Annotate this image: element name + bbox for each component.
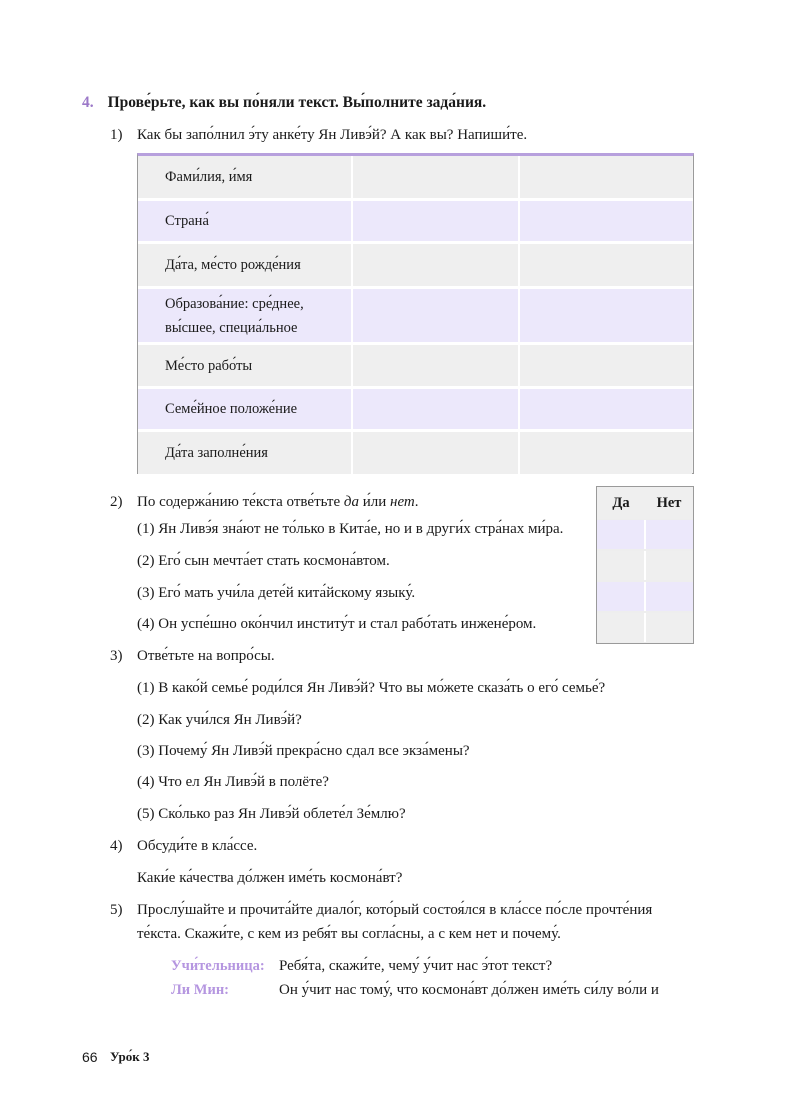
answer-row	[597, 520, 693, 549]
form-answer-cell[interactable]	[518, 345, 692, 386]
task2-intro	[137, 494, 418, 511]
form-answer-cell[interactable]	[518, 244, 692, 286]
form-label: Фами́лия, и́мя	[138, 156, 351, 198]
form-answer-cell[interactable]	[518, 289, 692, 342]
form-answer-cell[interactable]	[518, 432, 692, 474]
form-label: Да́та заполне́ния	[138, 432, 351, 474]
task5-line2: те́кста. Скажи́те, с кем из ребя́т вы согла́сны, а с кем нет и почему́.	[137, 926, 561, 942]
task2-intro-suffix: .	[414, 494, 419, 510]
no-checkbox[interactable]	[644, 613, 693, 642]
yes-checkbox[interactable]	[597, 551, 644, 580]
yes-no-header	[597, 487, 693, 519]
form-answer-cell[interactable]	[518, 201, 692, 241]
exercise-title: Прове́рьте, как вы по́няли текст. Вы́полните зада́ния.	[107, 94, 487, 111]
yes-checkbox[interactable]	[597, 613, 644, 642]
form-label: Образова́ние: сре́днее, вы́сшее, специа́льное	[138, 289, 351, 342]
yes-checkbox[interactable]	[597, 582, 644, 611]
no-checkbox[interactable]	[644, 520, 693, 549]
form-row-birth	[138, 244, 693, 286]
task4-text: Обсуди́те в кла́ссе.	[137, 838, 258, 854]
form-row-date	[138, 432, 693, 474]
question: (1) В како́й семье́ роди́лся Ян Ливэ́й? Что вы мо́жете сказа́ть о его́ семье́?	[137, 680, 606, 696]
lesson-label: Уро́к 3	[110, 1049, 150, 1064]
task2-intro-yes: да	[343, 494, 359, 510]
form-answer-cell[interactable]	[351, 389, 518, 429]
form-answer-cell[interactable]	[351, 345, 518, 386]
task2-number: 2)	[110, 494, 123, 510]
task3-number: 3)	[110, 648, 123, 664]
dialogue-line: Ребя́та, скажи́те, чему́ у́чит нас э́тот текст?	[279, 958, 553, 974]
speaker-teacher: Учи́тельница:	[171, 958, 265, 974]
form-label: Страна́	[138, 201, 351, 241]
task1-text: Как бы запо́лнил э́ту анке́ту Ян Ливэ́й? А как вы? Напиши́те.	[137, 127, 528, 143]
question: (3) Почему́ Ян Ливэ́й прекра́сно сдал все экза́мены?	[137, 743, 470, 759]
statement: (1) Ян Ливэ́я зна́ют не то́лько в Кита́е, но и в други́х стра́нах ми́ра.	[137, 521, 564, 537]
task2-intro-or: и́ли	[358, 494, 390, 510]
form-answer-cell[interactable]	[518, 389, 692, 429]
form-answer-cell[interactable]	[351, 156, 518, 198]
exercise-number: 4.	[82, 94, 94, 111]
form-answer-cell[interactable]	[351, 432, 518, 474]
yes-checkbox[interactable]	[597, 520, 644, 549]
task1-number: 1)	[110, 127, 123, 143]
no-header: Нет	[656, 495, 682, 511]
question: (5) Ско́лько раз Ян Ливэ́й облете́л Зе́млю?	[137, 806, 406, 822]
task5-line1: Прослу́шайте и прочита́йте диало́г, кото́рый состоя́лся в кла́ссе по́сле прочте́ния	[137, 902, 653, 918]
question: (2) Как учи́лся Ян Ливэ́й?	[137, 712, 302, 728]
speaker-student: Ли Мин:	[171, 982, 230, 998]
form-label: Да́та, ме́сто рожде́ния	[138, 244, 351, 286]
questionnaire-form	[137, 153, 694, 474]
answer-row	[597, 582, 693, 611]
dialogue-line: Он у́чит нас тому́, что космона́вт до́лжен име́ть си́лу во́ли и	[279, 982, 659, 998]
no-checkbox[interactable]	[644, 582, 693, 611]
task3-text: Отве́тьте на вопро́сы.	[137, 648, 275, 664]
statement: (3) Его́ мать учи́ла дете́й кита́йскому языку́.	[137, 585, 416, 601]
question: (4) Что ел Ян Ливэ́й в полёте?	[137, 774, 329, 790]
form-answer-cell[interactable]	[518, 156, 692, 198]
task2-intro-prefix: По содержа́нию те́кста отве́тьте	[137, 494, 344, 510]
form-answer-cell[interactable]	[351, 244, 518, 286]
task5-number: 5)	[110, 902, 123, 918]
page-number: 66	[82, 1049, 98, 1065]
form-answer-cell[interactable]	[351, 289, 518, 342]
answer-row	[597, 551, 693, 580]
form-row-country	[138, 201, 693, 241]
exercise-heading	[82, 94, 486, 112]
task2-intro-no: нет	[390, 494, 415, 510]
answer-row	[597, 613, 693, 642]
form-row-work	[138, 345, 693, 386]
form-answer-cell[interactable]	[351, 201, 518, 241]
statement: (2) Его́ сын мечта́ет стать космона́втом.	[137, 553, 390, 569]
form-row-name	[138, 156, 693, 198]
yes-header: Да	[612, 495, 630, 511]
statement: (4) Он успе́шно око́нчил институ́т и стал рабо́тать инжене́ром.	[137, 616, 537, 632]
form-label: Семе́йное положе́ние	[138, 389, 351, 429]
form-label: Ме́сто рабо́ты	[138, 345, 351, 386]
task4-number: 4)	[110, 838, 123, 854]
yes-no-table	[596, 486, 694, 644]
form-row-family	[138, 389, 693, 429]
form-row-education	[138, 289, 693, 342]
no-checkbox[interactable]	[644, 551, 693, 580]
task4-question: Каки́е ка́чества до́лжен име́ть космона́вт?	[137, 870, 403, 886]
